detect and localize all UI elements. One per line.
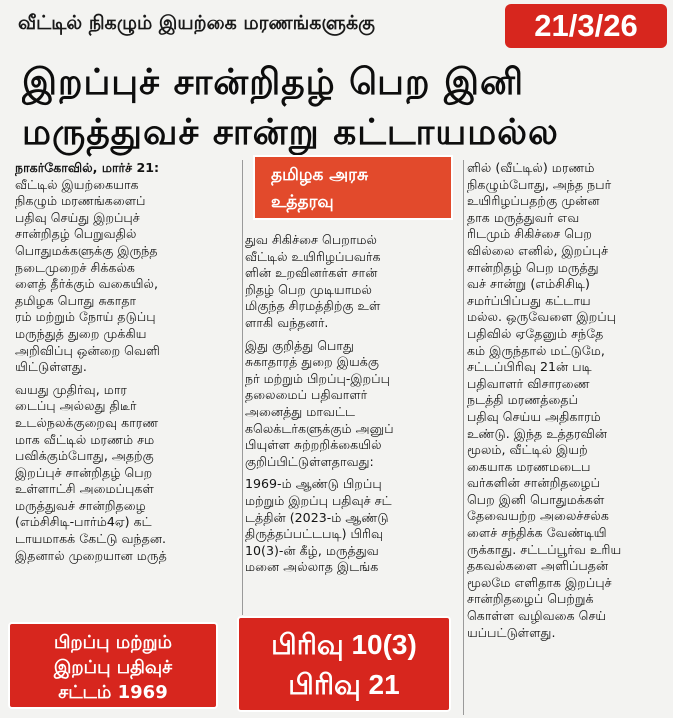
article-line: மருந்துத் துறை முக்கிய xyxy=(15,325,147,341)
act-label-line: சட்டம் 1969 xyxy=(58,682,168,703)
article-line: ருக்காது. சட்டப்பூர்வ உரிய xyxy=(467,541,622,557)
article-line: 1969-ம் ஆண்டு பிறப்பு xyxy=(245,476,382,492)
article-column-2 xyxy=(245,232,459,614)
article-line: றிதழ் பெற முடியாமல் xyxy=(245,281,372,297)
article-line: தலைமைப் பதிவாளர் xyxy=(245,387,368,403)
date-badge: 21/3/26 xyxy=(505,4,667,48)
article-line: மூலமே எளிதாக இறப்புச் xyxy=(467,574,612,590)
column-divider xyxy=(463,160,464,715)
article-line: உடல்நலக்குறைவு காரண xyxy=(15,414,159,430)
section-label-line: பிரிவு 10(3) xyxy=(271,629,417,660)
article-line: ளின் உறவினர்கள் சான் xyxy=(245,265,378,281)
article-line: வச் சான்று (எம்சிசிடி) xyxy=(467,276,590,292)
article-line: இது குறித்து பொது xyxy=(245,337,354,353)
column-divider xyxy=(242,160,243,615)
paragraph xyxy=(15,160,240,376)
act-label-line: இறப்பு பதிவுச் xyxy=(53,657,173,678)
article-line: இறப்புச் சான்றிதழ் பெற xyxy=(15,464,153,480)
article-line: பதிவு செய்து இறப்புச் xyxy=(15,209,140,225)
article-column-3 xyxy=(467,160,659,714)
article-line: உண்டு. இந்த உத்தரவின் xyxy=(467,425,608,441)
article-line: மருத்துவச் சான்றிதழை xyxy=(15,497,146,513)
article-line: பியுள்ள சுற்றறிக்கையில் xyxy=(245,437,382,453)
article-column-1 xyxy=(15,160,240,607)
article-line: கையாக மரணமடைப xyxy=(467,458,591,474)
article-line: கொள்ள வழிவகை செய் xyxy=(467,608,607,624)
article-line: நிகழும் மரணங்களைப் xyxy=(15,193,146,209)
headline-line-2: மருத்துவச் சான்று கட்டாயமல்ல xyxy=(22,112,559,153)
article-line: நடத்தி மரணத்தைப் xyxy=(467,392,578,408)
article-line: யப்பட்டுள்ளது. xyxy=(467,624,556,640)
article-line: அறிவிப்பு ஒன்றை வெளி xyxy=(15,342,160,358)
article-line: பதிவு செய்ய அதிகாரம் xyxy=(467,408,601,424)
kicker-line: வீட்டில் நிகழும் இயற்கை மரணங்களுக்கு xyxy=(18,12,375,34)
paragraph xyxy=(15,382,240,565)
article-line: (எம்சிசிடி-பார்ம்4ஏ) கட் xyxy=(15,514,152,530)
article-line: ளாகி வந்தனர். xyxy=(245,314,329,330)
paragraph xyxy=(245,338,459,471)
article-line: மிகுந்த சிரமத்திற்கு உள் xyxy=(245,298,381,314)
paragraph xyxy=(245,232,459,332)
article-line: ரிடமும் சிகிச்சை பெற xyxy=(467,226,593,242)
article-line: ளைச் சந்திக்க வேண்டியி xyxy=(467,525,607,541)
article-line: உள்ளாட்சி அமைப்புகள் xyxy=(15,481,154,497)
article-line: கம் இருந்தால் மட்டுமே, xyxy=(467,342,605,358)
article-line: மூலம், வீட்டில் இயற் xyxy=(467,442,588,458)
article-line: ளைத் தீர்க்கும் வகையில், xyxy=(15,276,158,292)
article-line: வர்களின் சான்றிதழைப் xyxy=(467,475,601,491)
article-line: யிட்டுள்ளது. xyxy=(15,359,87,375)
article-line: வீட்டில் இயற்கையாக xyxy=(15,176,139,192)
article-line: அனைத்து மாவட்ட xyxy=(245,403,356,419)
article-line: நர் மற்றும் பிறப்பு-இறப்பு xyxy=(245,370,390,386)
article-line: பதிவில் ஏதேனும் சந்தே xyxy=(467,325,604,341)
article-line: இதனால் முறையான மருத் xyxy=(15,547,167,563)
government-order-box xyxy=(253,155,453,220)
article-line: சமர்ப்பிப்பது கட்டாய xyxy=(467,292,591,308)
article-line: மாக வீட்டில் மரணம் சம xyxy=(15,431,155,447)
article-line: வயது முதிர்வு, மார xyxy=(15,381,127,397)
article-line: கலெக்டர்களுக்கும் அனுப் xyxy=(245,420,394,436)
article-line: குறிப்பிட்டுள்ளதாவது: xyxy=(245,453,374,469)
article-line: பதிவாளர் விசாரணை xyxy=(467,375,590,391)
article-line: பெற இனி பொதுமக்கள் xyxy=(467,491,605,507)
article-line: பொதுமக்களுக்கு இருந்த xyxy=(15,242,158,258)
article-line: ளில் (வீட்டில்) மரணம் xyxy=(467,160,595,175)
article-line: மற்றும் இறப்பு பதிவுச் சட் xyxy=(245,492,392,508)
article-line: சான்றிதழ் பெற மருத்து xyxy=(467,259,599,275)
article-line: 10(3)-ன் கீழ், மருத்துவ xyxy=(245,542,379,558)
article-line: நாகர்கோவில், மார்ச் 21: xyxy=(15,160,160,175)
article-line: நிகழும்போது, அந்த நபர் xyxy=(467,176,612,192)
article-line: டத்தின் (2023-ம் ஆண்டு xyxy=(245,509,389,525)
article-line: நடைமுறைச் சிக்கல்க xyxy=(15,259,135,275)
article-line: சான்றிதழ் பெறுவதில் xyxy=(15,226,137,242)
article-line: டாயமாகக் கேட்டு வந்தன. xyxy=(15,531,167,547)
box-label-line: உத்தரவு xyxy=(271,192,334,212)
article-line: தாக மருத்துவர் எவ xyxy=(467,209,580,225)
article-line: மனை அல்லாத இடங்க xyxy=(245,559,379,575)
article-line: தகவல்களை அளிப்பதன் xyxy=(467,558,609,574)
article-line: துவ சிகிச்சை பெறாமல் xyxy=(245,232,377,247)
article-line: பவிக்கும்போது, அதற்கு xyxy=(15,448,154,464)
article-line: வீட்டில் உயிரிழப்பவர்க xyxy=(245,248,381,264)
article-line: மல்ல. ஒருவேளை இறப்பு xyxy=(467,309,617,325)
paragraph xyxy=(245,476,459,576)
section-label xyxy=(237,616,451,712)
article-line: ரம் மற்றும் நோய் தடுப்பு xyxy=(15,309,156,325)
act-label-line: பிறப்பு மற்றும் xyxy=(54,632,172,653)
article-line: உயிரிழப்பதற்கு முன்ன xyxy=(467,193,600,209)
article-line: சட்டப்பிரிவு 21ன் படி xyxy=(467,359,592,375)
box-label-line: தமிழக அரசு xyxy=(271,165,369,185)
section-label-line: பிரிவு 21 xyxy=(288,669,400,700)
article-line: திருத்தப்பட்டபடி) பிரிவு xyxy=(245,526,384,542)
paragraph xyxy=(467,160,659,641)
article-line: டைப்பு அல்லது திடீர் xyxy=(15,398,137,414)
headline-line-1: இறப்புச் சான்றிதழ் பெற இனி xyxy=(22,62,525,103)
article-line: வில்லை எனில், இறப்புச் xyxy=(467,242,609,258)
article-line: சான்றிதழைப் பெற்றுக் xyxy=(467,591,594,607)
article-line: தேவையற்ற அலைச்சல்க xyxy=(467,508,609,524)
act-label xyxy=(8,622,218,709)
article-line: தமிழக பொது சுகாதா xyxy=(15,292,137,308)
article-line: சுகாதாரத் துறை இயக்கு xyxy=(245,354,379,370)
